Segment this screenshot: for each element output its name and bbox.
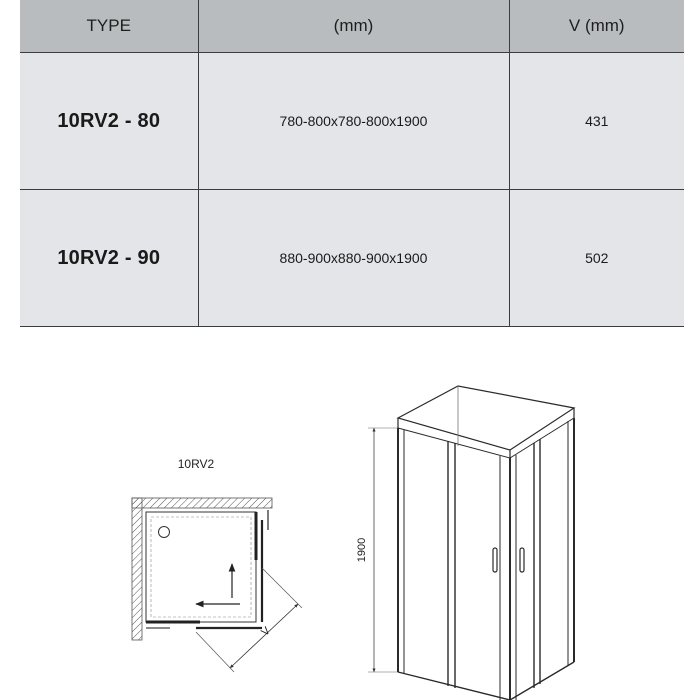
v-cell: 431 bbox=[509, 53, 684, 190]
header-type: TYPE bbox=[20, 0, 198, 53]
plan-model-label: 10RV2 bbox=[177, 457, 215, 471]
v-cell: 502 bbox=[509, 190, 684, 327]
elevation-view bbox=[356, 386, 574, 700]
dimensions-cell: 780-800x780-800x1900 bbox=[198, 53, 509, 190]
plan-view bbox=[132, 457, 302, 672]
bottom-frame-right bbox=[510, 662, 574, 700]
top-frame-lower-edge bbox=[398, 418, 574, 458]
bottom-frame-left bbox=[398, 672, 510, 700]
door-handle-right-icon bbox=[520, 548, 524, 572]
dim-extension-left bbox=[196, 632, 234, 672]
top-wall bbox=[132, 498, 272, 508]
v-dimension-label: V bbox=[259, 624, 273, 639]
height-dimension-label: 1900 bbox=[356, 537, 368, 563]
drain-icon bbox=[159, 527, 170, 538]
door-handle-left-icon bbox=[493, 548, 497, 572]
type-cell: 10RV2 - 90 bbox=[20, 190, 198, 327]
header-v: V (mm) bbox=[509, 0, 684, 53]
dim-extension-right bbox=[262, 568, 302, 608]
left-wall bbox=[132, 498, 142, 640]
type-cell: 10RV2 - 80 bbox=[20, 53, 198, 190]
header-dimensions: (mm) bbox=[198, 0, 509, 53]
top-frame bbox=[398, 386, 574, 450]
dimensions-cell: 880-900x880-900x1900 bbox=[198, 190, 509, 327]
